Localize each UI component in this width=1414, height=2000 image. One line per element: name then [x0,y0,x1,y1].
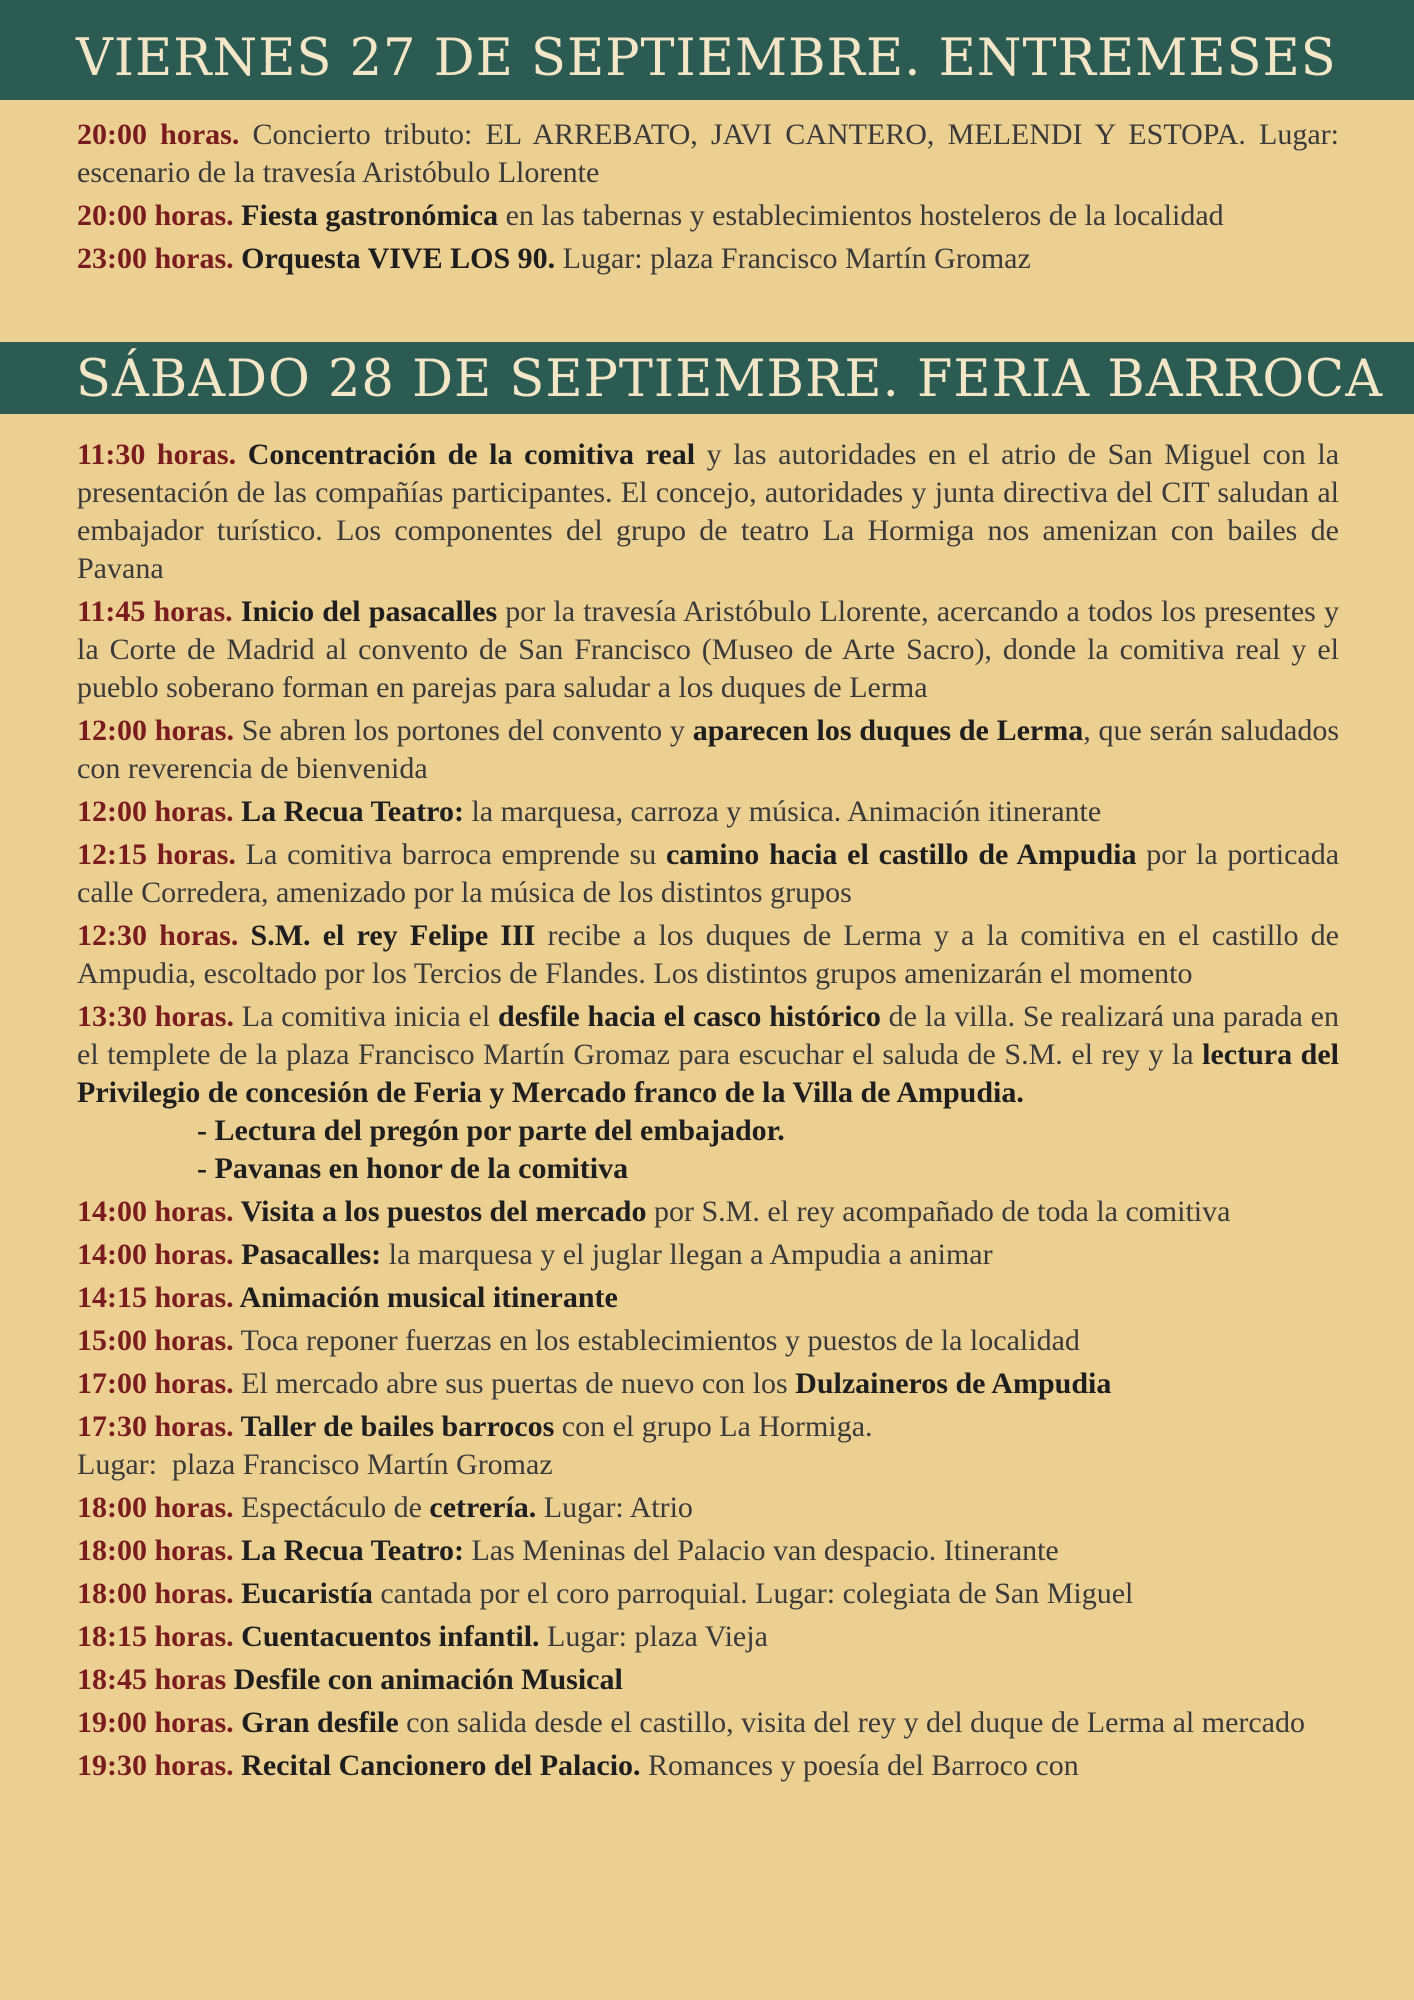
event-time: 14:00 horas. [77,1195,234,1228]
sub-list [77,1112,1339,1188]
event-text: recibe a los duques de Lerma y a la comitiva en el castillo de Ampudia, escoltado por los Tercios de Flandes. Los distintos grupos amenizarán el momento [77,919,1339,990]
list-item [77,998,1339,1112]
saturday-schedule [77,436,1339,1790]
list-item [77,197,1339,235]
event-time: 13:30 horas. [77,1000,234,1033]
event-title: La Recua Teatro: [233,1534,464,1567]
event-title: Orquesta VIVE LOS 90. [233,242,556,275]
event-title: Taller de bailes barrocos [233,1410,555,1443]
event-time: 18:00 horas. [77,1534,234,1567]
event-text: por la travesía Aristóbulo Llorente, acercando a todos los presentes y la Corte de Madrid al convento de San Francisco (Museo de Arte Sacro), donde la comitiva real y el pueblo soberano forman en parejas para saludar a los duques de Lerma [77,595,1340,704]
event-time: 18:45 horas [77,1663,227,1696]
event-title: Visita a los puestos del mercado [233,1195,647,1228]
event-title: Gran desfile [233,1706,399,1739]
event-time: 18:15 horas. [77,1620,234,1653]
event-time: 20:00 horas. [77,118,240,151]
list-item [77,793,1339,831]
event-text: la marquesa y el juglar llegan a Ampudia a animar [381,1238,993,1271]
event-time: 12:30 horas. [77,919,239,952]
event-title: Animación musical itinerante [233,1281,618,1314]
event-title: Dulzaineros de Ampudia [795,1367,1112,1400]
event-title: Cuentacuentos infantil. [233,1620,540,1653]
event-time: 19:00 horas. [77,1706,234,1739]
section-heading-saturday: SÁBADO 28 DE SEPTIEMBRE. FERIA BARROCA [0,342,1414,414]
event-text: Lugar: plaza Vieja [539,1620,768,1653]
event-text: Lugar: plaza Francisco Martín Gromaz [555,242,1031,275]
event-time: 12:00 horas. [77,714,234,747]
event-text: con salida desde el castillo, visita del rey y del duque de Lerma al mercado [398,1706,1305,1739]
list-item [77,836,1339,912]
list-item [77,1236,1339,1274]
event-text: y las autoridades en el atrio de San Miguel con la presentación de las compañías participantes. El concejo, autoridades y junta directiva del CIT saludan al embajador turístico. Los componentes del grupo de teatro La Hormiga nos amenizan con bailes de Pavana [77,438,1340,585]
event-text: Romances y poesía del Barroco con [640,1749,1079,1782]
list-item [77,1193,1339,1231]
event-text: por la porticada calle Corredera, amenizado por la música de los distintos grupos [77,838,1340,909]
event-title: Inicio del pasacalles [232,595,498,628]
section-heading-friday: VIERNES 27 DE SEPTIEMBRE. ENTREMESES [0,0,1414,100]
list-item [77,593,1339,707]
event-title: cetrería. [429,1491,537,1524]
event-time: 20:00 horas. [77,199,234,232]
event-time: 11:30 horas. [77,438,237,471]
event-time: 17:00 horas. [77,1367,234,1400]
event-title: Pasacalles: [233,1238,382,1271]
event-text: de la villa. Se realizará una parada en el templete de la plaza Francisco Martín Gromaz para escuchar el saluda de S.M. el rey y la [77,1000,1339,1071]
event-time: 14:15 horas. [77,1281,234,1314]
list-item [77,436,1339,588]
event-text: Las Meninas del Palacio van despacio. Itinerante [463,1534,1059,1567]
event-title: camino hacia el castillo de Ampudia [665,838,1137,871]
event-title: Desfile con animación Musical [226,1663,623,1696]
event-text: la marquesa, carroza y música. Animación itinerante [463,795,1102,828]
list-item [77,116,1339,192]
event-time: 19:30 horas. [77,1749,234,1782]
friday-schedule [77,116,1339,283]
event-text: Toca reponer fuerzas en los establecimientos y puestos de la localidad [233,1324,1080,1357]
event-time: 14:00 horas. [77,1238,234,1271]
event-text: Lugar: Atrio [536,1491,693,1524]
sub-item: - Lectura del pregón por parte del embajador. [197,1114,785,1147]
event-time: 15:00 horas. [77,1324,234,1357]
list-item [77,1532,1339,1570]
list-item [77,1575,1339,1613]
event-text: Concierto tributo: EL ARREBATO, JAVI CANTERO, MELENDI Y ESTOPA. Lugar: escenario de la travesía Aristóbulo Llorente [77,118,1339,189]
event-title: lectura del Privilegio de concesión de Feria y Mercado franco de la Villa de Ampudia. [77,1038,1339,1109]
event-time: 18:00 horas. [77,1491,234,1524]
event-title: S.M. el rey Felipe III [238,919,536,952]
list-item [77,1704,1339,1742]
event-time: 17:30 horas. [77,1410,234,1443]
list-item [77,1747,1339,1785]
list-item [77,1279,1339,1317]
event-title: desfile hacia el casco histórico [497,1000,881,1033]
event-text: El mercado abre sus puertas de nuevo con los [233,1367,796,1400]
event-text: con el grupo La Hormiga. [554,1410,873,1443]
list-item [77,240,1339,278]
event-text: por S.M. el rey acompañado de toda la comitiva [646,1195,1231,1228]
list-item [77,1618,1339,1656]
event-time: 23:00 horas. [77,242,234,275]
list-item [77,1661,1339,1699]
event-time: 12:15 horas. [77,838,236,871]
event-text: , que serán saludados con reverencia de bienvenida [77,714,1339,785]
sub-item: - Pavanas en honor de la comitiva [197,1152,629,1185]
list-item [77,1322,1339,1360]
list-item [77,917,1339,993]
list-item [77,1408,1339,1484]
list-item [77,712,1339,788]
event-text: La comitiva inicia el [233,1000,498,1033]
event-time: 12:00 horas. [77,795,234,828]
event-title: Concentración de la comitiva real [236,438,696,471]
event-text: Espectáculo de [233,1491,430,1524]
event-text: La comitiva barroca emprende su [235,838,666,871]
event-title: aparecen los duques de Lerma [692,714,1084,747]
event-title: Recital Cancionero del Palacio. [233,1749,641,1782]
event-title: Eucaristía [233,1577,373,1610]
event-text: Se abren los portones del convento y [233,714,693,747]
list-item [77,1489,1339,1527]
event-time: 18:00 horas. [77,1577,234,1610]
event-title: Fiesta gastronómica [233,199,499,232]
event-text: cantada por el coro parroquial. Lugar: colegiata de San Miguel [372,1577,1134,1610]
event-location: Lugar: plaza Francisco Martín Gromaz [77,1448,553,1481]
event-title: La Recua Teatro: [233,795,464,828]
list-item [77,1365,1339,1403]
event-text: en las tabernas y establecimientos hosteleros de la localidad [498,199,1224,232]
event-time: 11:45 horas. [77,595,233,628]
